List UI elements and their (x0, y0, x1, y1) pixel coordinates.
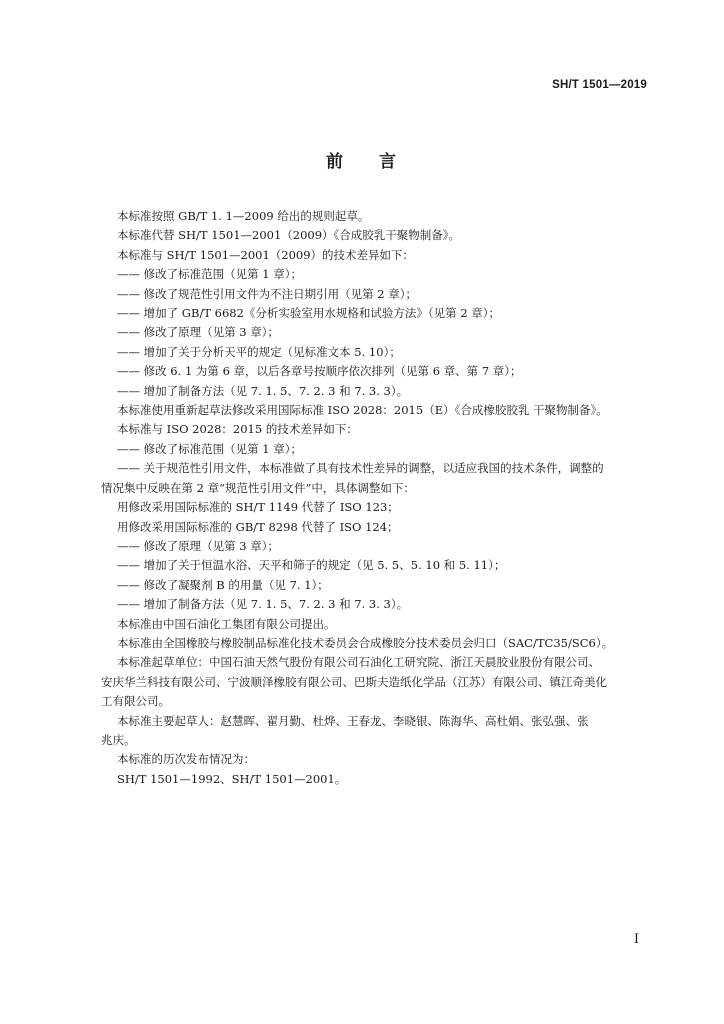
list-item: —— 修改了标准范围（见第 1 章）； (117, 267, 303, 282)
paragraph: 本标准按照 GB/T 1. 1—2009 给出的规则起草。 (117, 209, 370, 223)
foreword-body (101, 207, 649, 789)
heading-char-left: 前 (326, 152, 345, 172)
list-item: —— 修改了规范性引用文件为不注日期引用（见第 2 章）； (117, 286, 418, 301)
paragraph: 本标准代替 SH/T 1501—2001（2009）《合成胶乳干聚物制备》。 (117, 228, 461, 243)
paragraph: 本标准使用重新起草法修改采用国际标准 ISO 2028：2015（E）《合成橡胶胶乳 干聚物制备》。 (117, 403, 608, 418)
list-item-continuation: 情况集中反映在第 2 章“规范性引用文件”中，具体调整如下： (101, 480, 415, 495)
paragraph: 本标准的历次发布情况为： (117, 752, 255, 767)
paragraph: 用修改采用国际标准的 GB/T 8298 代替了 ISO 124； (117, 519, 399, 534)
paragraph: 用修改采用国际标准的 SH/T 1149 代替了 ISO 123； (117, 500, 399, 515)
list-item: —— 修改了原理（见第 3 章）； (117, 325, 280, 340)
paragraph: 本标准与 ISO 2028：2015 的技术差异如下： (117, 422, 358, 437)
paragraph: 本标准由全国橡胶与橡胶制品标准化技术委员会合成橡胶分技术委员会归口（SAC/TC35/SC6）。 (117, 635, 614, 650)
list-item: —— 增加了制备方法（见 7. 1. 5、7. 2. 3 和 7. 3. 3）。 (117, 383, 409, 398)
list-item: —— 修改了凝聚剂 B 的用量（见 7. 1）； (117, 577, 329, 592)
list-item: —— 增加了 GB/T 6682《分析实验室用水规格和试验方法》（见第 2 章）； (117, 306, 501, 321)
standard-code: SH/T 1501—2019 (552, 79, 647, 91)
foreword-heading (0, 147, 724, 172)
list-item: —— 增加了关于分析天平的规定（见标准文本 5. 10）； (117, 344, 401, 359)
paragraph: 本标准起草单位：中国石油天然气股份有限公司石油化工研究院、浙江天晨胶业股份有限公司、 (117, 655, 600, 670)
paragraph: 本标准主要起草人：赵慧晖、翟月勤、杜烨、王春龙、李晓银、陈海华、高杜娟、张弘强、张 (117, 713, 589, 728)
heading-char-right: 言 (379, 152, 398, 172)
list-item: —— 修改了标准范围（见第 1 章）； (117, 441, 303, 456)
list-item: —— 增加了制备方法（见 7. 1. 5、7. 2. 3 和 7. 3. 3）。 (117, 597, 409, 612)
paragraph: 本标准与 SH/T 1501—2001（2009）的技术差异如下： (117, 247, 415, 262)
paragraph-continuation: 兆庆。 (101, 732, 136, 747)
list-item: —— 关于规范性引用文件，本标准做了具有技术性差异的调整，以适应我国的技术条件，调整的 (117, 461, 604, 476)
paragraph-continuation: 安庆华兰科技有限公司、宁波顺泽橡胶有限公司、巴斯夫造纸化学品（江苏）有限公司、镇江奇美化 (101, 674, 607, 689)
paragraph: 本标准由中国石油化工集团有限公司提出。 (117, 616, 336, 631)
paragraph-continuation: 工有限公司。 (101, 694, 170, 709)
list-item: —— 增加了关于恒温水浴、天平和筛子的规定（见 5. 5、5. 10 和 5. 11）； (117, 558, 506, 573)
list-item: —— 修改了原理（见第 3 章）； (117, 538, 280, 553)
paragraph: SH/T 1501—1992、SH/T 1501—2001。 (117, 771, 347, 786)
list-item: —— 修改 6. 1 为第 6 章，以后各章号按顺序依次排列（见第 6 章、第 7 章）； (117, 364, 522, 379)
page-number: I (633, 932, 639, 947)
